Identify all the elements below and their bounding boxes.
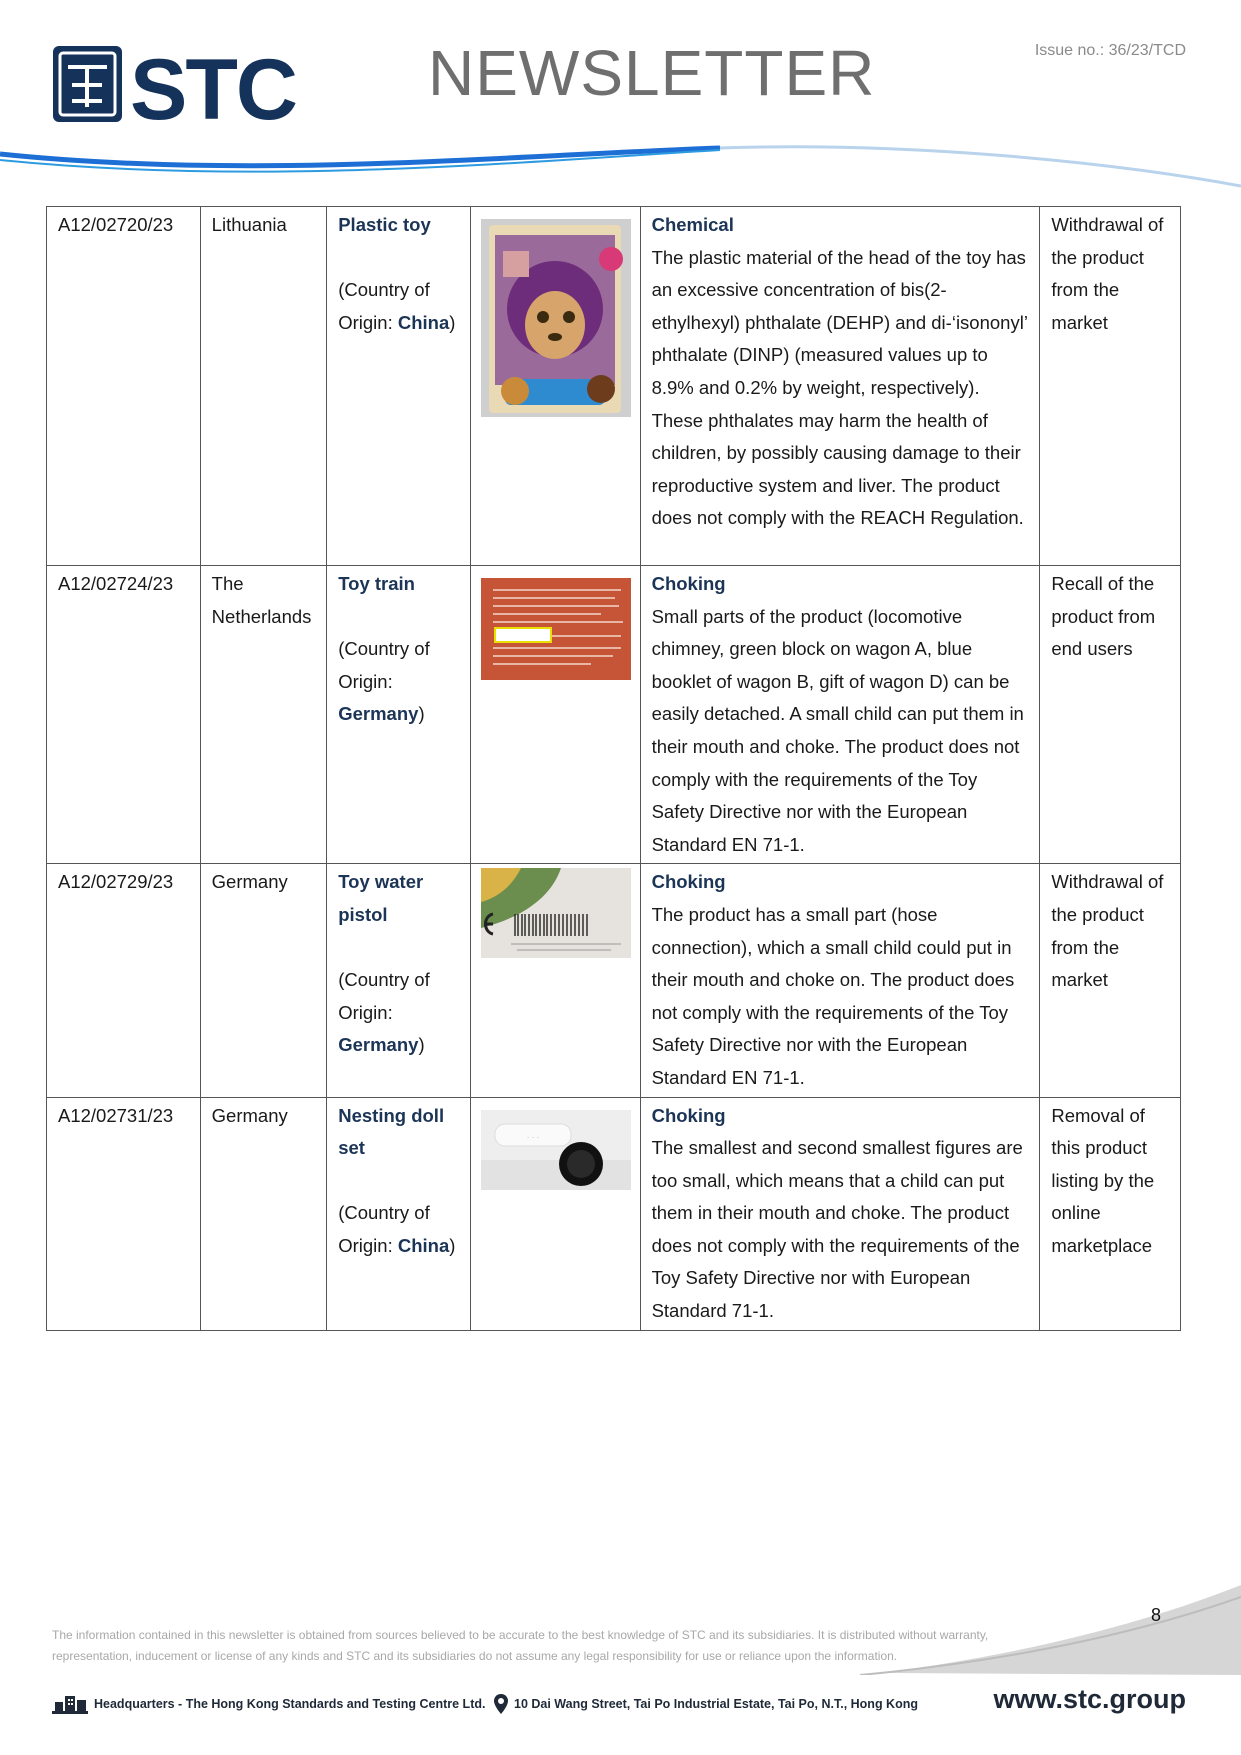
risk-description: The product has a small part (hose connection), which a small child could put in their mouth and choke on. The product does not comply with the requirements of the Toy Safety Directive nor with the European Standard EN 71-1. — [651, 903, 1015, 1088]
origin-country: China — [397, 311, 450, 333]
risk-cell — [640, 566, 1040, 864]
risk-title: Choking — [651, 573, 726, 594]
stc-logo — [52, 45, 352, 125]
origin-close: ) — [449, 1234, 456, 1256]
country-cell: The Netherlands — [200, 566, 327, 864]
nesting-doll-photo-icon — [481, 1110, 631, 1190]
measure-cell: Withdrawal of the product from the market — [1040, 207, 1181, 566]
website-link[interactable]: www.stc.group — [993, 1684, 1186, 1714]
risk-cell — [640, 207, 1040, 566]
country-cell: Lithuania — [200, 207, 327, 566]
header-swoosh — [0, 140, 1241, 200]
origin-close: ) — [418, 1034, 425, 1056]
origin-label: (Country of Origin: — [338, 1202, 430, 1256]
product-cell — [327, 864, 471, 1097]
origin-country: China — [397, 1234, 450, 1256]
product-cell — [327, 207, 471, 566]
country-cell: Germany — [200, 864, 327, 1097]
origin-country: Germany — [338, 1034, 419, 1056]
measure-cell: Removal of this product listing by the online marketplace — [1040, 1097, 1181, 1330]
headquarters-text: Headquarters - The Hong Kong Standards and Testing Centre Ltd. — [94, 1697, 486, 1711]
risk-cell — [640, 864, 1040, 1097]
address — [494, 1694, 918, 1714]
product-cell — [327, 1097, 471, 1330]
reference-cell: A12/02729/23 — [47, 864, 201, 1097]
measure-cell: Recall of the product from end users — [1040, 566, 1181, 864]
recall-table — [46, 206, 1181, 1331]
country-cell: Germany — [200, 1097, 327, 1330]
product-name: Plastic toy — [338, 214, 431, 235]
location-pin-icon — [494, 1694, 508, 1714]
risk-title: Chemical — [651, 214, 734, 235]
table-row — [47, 207, 1181, 566]
image-cell — [470, 207, 640, 566]
brand-text: STC — [130, 45, 296, 125]
product-name: Toy train — [338, 573, 415, 594]
image-cell — [470, 1097, 640, 1330]
origin-country: Germany — [338, 703, 419, 725]
reference-cell: A12/02724/23 — [47, 566, 201, 864]
risk-title: Choking — [651, 871, 726, 893]
address-text: 10 Dai Wang Street, Tai Po Industrial Estate, Tai Po, N.T., Hong Kong — [514, 1697, 918, 1711]
product-name: Toy water pistol — [338, 871, 424, 925]
table-row — [47, 1097, 1181, 1330]
origin-close: ) — [449, 311, 456, 333]
origin-close: ) — [418, 703, 425, 725]
origin-label: (Country of Origin: — [338, 969, 430, 1023]
reference-cell: A12/02731/23 — [47, 1097, 201, 1330]
reference-cell: A12/02720/23 — [47, 207, 201, 566]
building-icon — [52, 1694, 88, 1714]
toy-train-label-photo-icon — [481, 578, 631, 680]
risk-description: The plastic material of the head of the toy has an excessive concentration of bis(2-ethylhexyl) phthalate (DEHP) and di-‘isononyl’ phthalate (DINP) (measured values up to 8.9% and 0.2% by weight, respectively). These phthalates may harm the health of children, by possibly causing damage to their reproductive system and liver. The product does not comply with the REACH Regulation. — [651, 246, 1028, 529]
measure-cell: Withdrawal of the product from the market — [1040, 864, 1181, 1097]
water-pistol-label-photo-icon — [481, 868, 631, 958]
image-cell — [470, 566, 640, 864]
disclaimer: The information contained in this newsletter is obtained from sources believed to be accurate to the best knowledge of STC and its subsidiaries. It is distributed without warranty, representation, inducement or license of any kinds and STC and its subsidiaries do not assume any legal responsibility for use or reliance upon the information. — [52, 1628, 989, 1663]
risk-description: The smallest and second smallest figures are too small, which means that a child can put them in their mouth and choke. The product does not comply with the requirements of the Toy Safety Directive nor with European Standard 71-1. — [651, 1137, 1023, 1322]
risk-title: Choking — [651, 1104, 726, 1126]
product-cell — [327, 566, 471, 864]
issue-number: Issue no.: 36/23/TCD — [1034, 42, 1186, 59]
page-number: 8 — [1151, 1605, 1162, 1625]
newsletter-title: NEWSLETTER — [428, 37, 876, 109]
risk-cell — [640, 1097, 1040, 1330]
headquarters — [52, 1694, 485, 1714]
image-cell — [470, 864, 640, 1097]
toy-doll-box-photo-icon — [481, 219, 631, 417]
origin-label: (Country of Origin: — [338, 279, 430, 333]
product-name: Nesting doll set — [338, 1104, 445, 1159]
table-row — [47, 864, 1181, 1097]
svg-text:· · ·: · · · — [526, 1132, 540, 1142]
table-row — [47, 566, 1181, 864]
origin-label: (Country of Origin: — [338, 638, 430, 692]
risk-description: Small parts of the product (locomotive chimney, green block on wagon A, blue booklet of wagon B, gift of wagon D) can be easily detached. A small child can put them in their mouth and choke. The product does not comply with the requirements of the Toy Safety Directive nor with the European Standard EN 71-1. — [651, 605, 1024, 855]
